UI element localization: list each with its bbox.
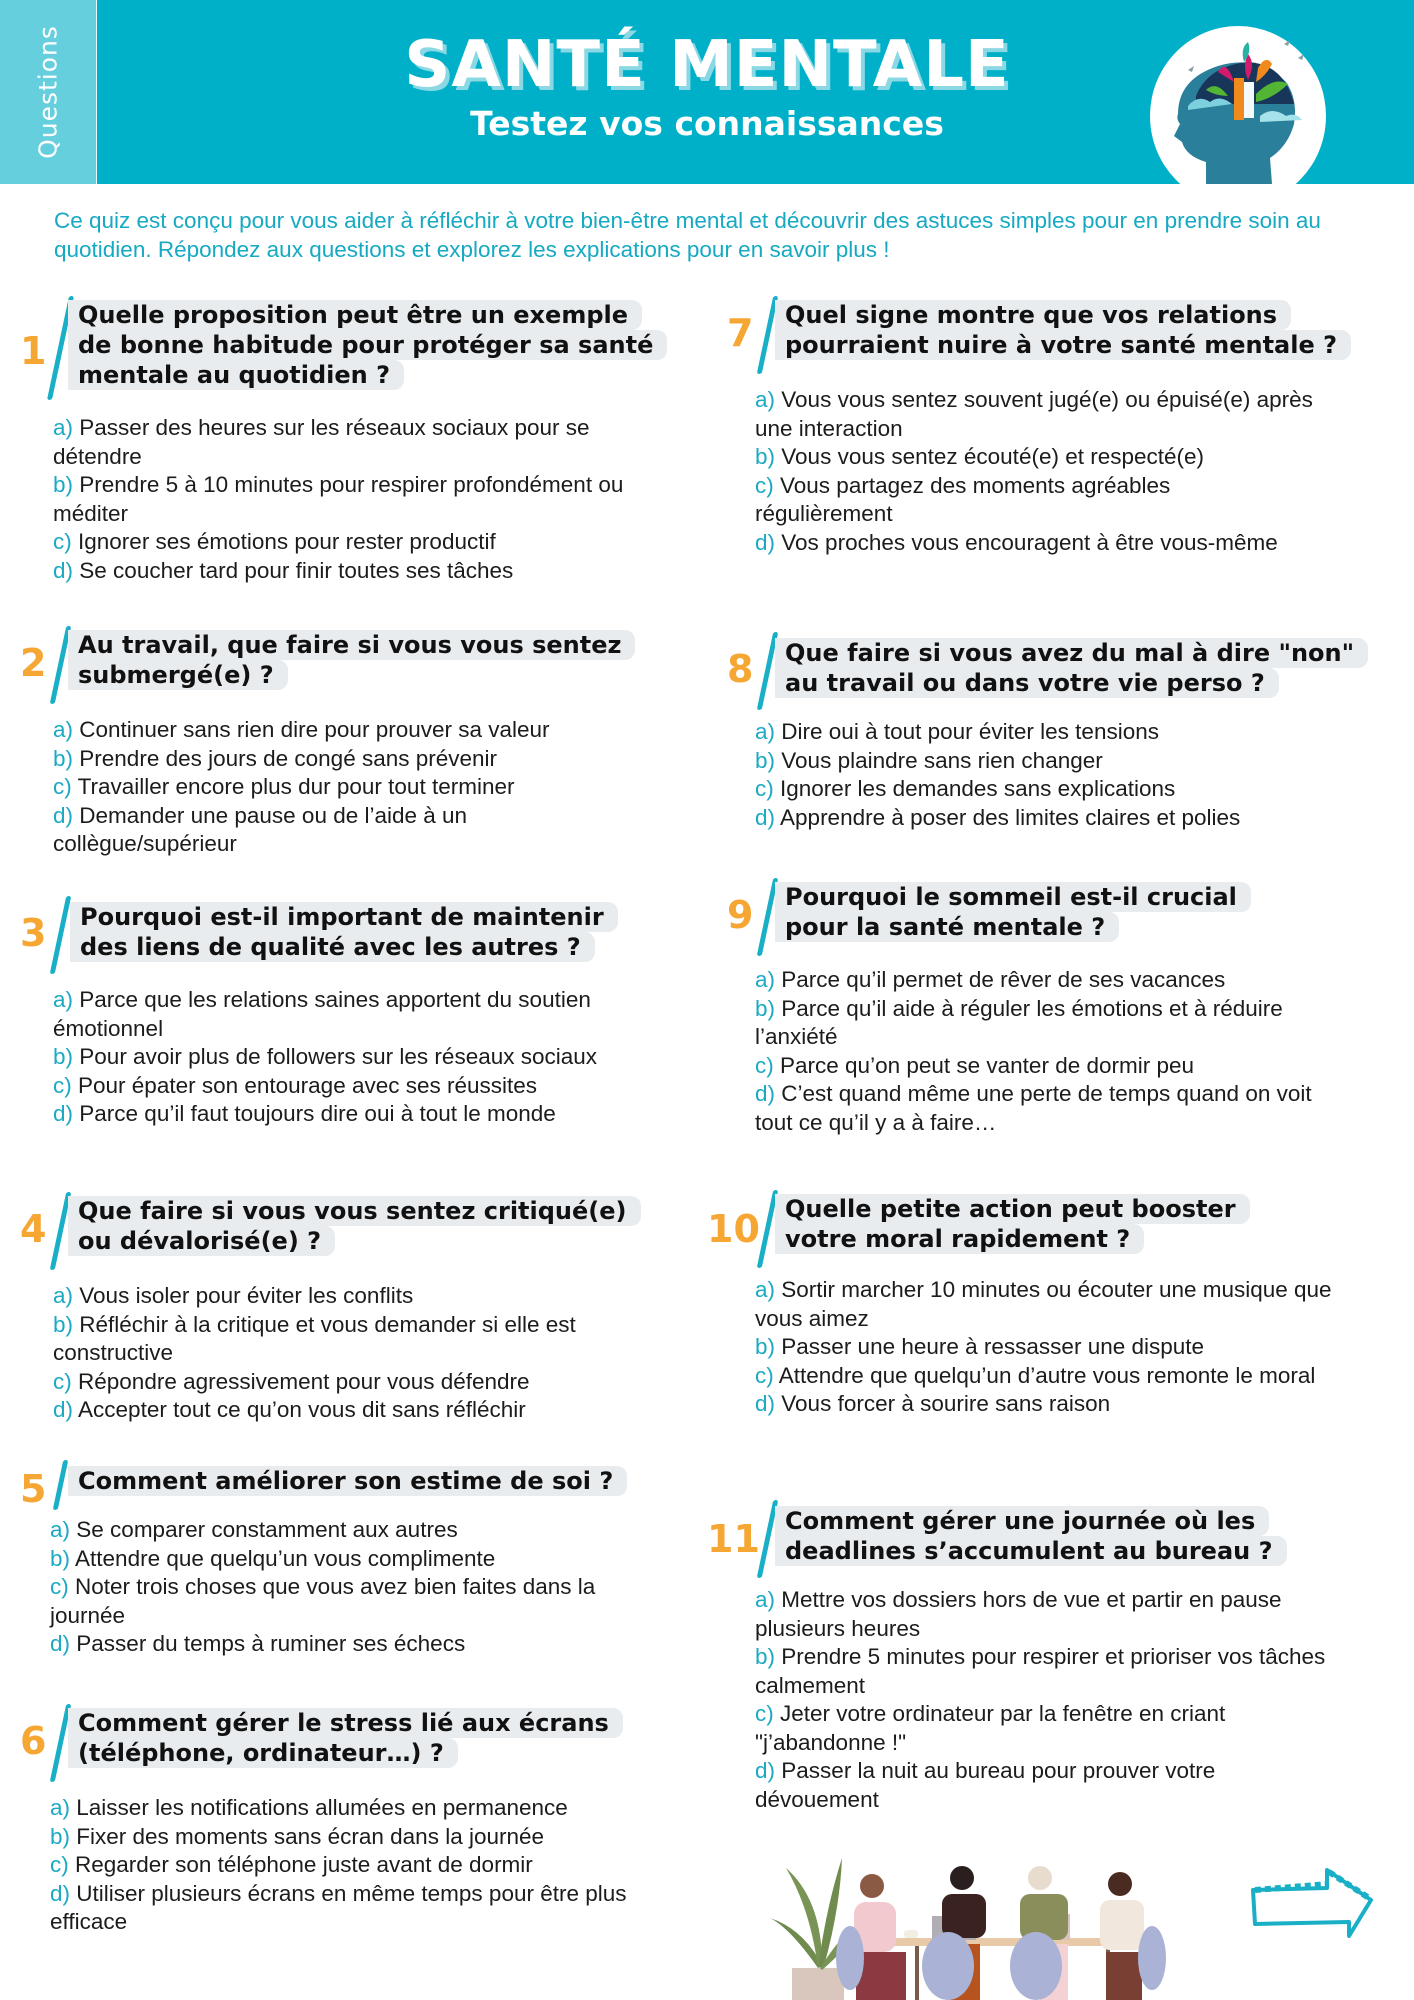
answer-list (50, 1516, 650, 1659)
answer-d[interactable]: d) C’est quand même une perte de temps quand on voit tout ce qu’il y a à faire… (755, 1081, 1312, 1135)
next-page-arrow-icon[interactable] (1245, 1858, 1385, 1938)
question-8 (727, 632, 1367, 832)
question-title: Au travail, que faire si vous vous sentez submergé(e) ? (68, 630, 635, 690)
question-10 (707, 1190, 1347, 1419)
answer-b[interactable]: b) Pour avoir plus de followers sur les réseaux sociaux (53, 1044, 598, 1069)
answer-d[interactable]: d) Vos proches vous encouragent à être vous-même (755, 529, 1278, 555)
answer-a[interactable]: a) Vous vous sentez souvent jugé(e) ou épuisé(e) après une interaction (755, 387, 1313, 441)
question-title: Que faire si vous vous sentez critiqué(e) ou dévalorisé(e) ? (68, 1196, 641, 1256)
answer-b[interactable]: b) Prendre des jours de congé sans prévenir (53, 745, 498, 771)
answer-c[interactable]: c) Travailler encore plus dur pour tout terminer (53, 774, 515, 799)
answer-c[interactable]: c) Répondre agressivement pour vous défendre (53, 1368, 530, 1394)
question-title: Quel signe montre que vos relations pourraient nuire à votre santé mentale ? (775, 300, 1351, 360)
answer-a[interactable]: a) Vous isoler pour éviter les conflits (53, 1283, 414, 1308)
answer-d[interactable]: d) Passer du temps à ruminer ses échecs (50, 1631, 466, 1656)
question-number: 8 (727, 647, 754, 691)
answer-b[interactable]: b) Passer une heure à ressasser une dispute (755, 1334, 1205, 1359)
question-2 (20, 626, 660, 859)
question-number: 2 (20, 641, 47, 685)
team-meeting-illustration (750, 1848, 1210, 2000)
intro-text: Ce quiz est conçu pour vous aider à réfléchir à votre bien-être mental et découvrir des astuces simples pour en prendre soin au quotidien. Répondez aux questions et explorez les explications pour en savoir plus ! (54, 208, 1321, 262)
answer-list (755, 1586, 1335, 1814)
question-5 (20, 1460, 660, 1659)
question-number: 1 (20, 329, 47, 373)
answer-list (53, 716, 673, 859)
question-title: Comment gérer le stress lié aux écrans (téléphone, ordinateur…) ? (68, 1708, 623, 1768)
answer-list (50, 1794, 680, 1937)
answer-d[interactable]: d) Demander une pause ou de l’aide à un collègue/supérieur (53, 802, 468, 856)
question-9 (727, 878, 1367, 1137)
question-title: Pourquoi est-il important de maintenir des liens de qualité avec les autres ? (70, 902, 618, 962)
answer-d[interactable]: d) Vous forcer à sourire sans raison (755, 1391, 1111, 1416)
question-number: 6 (20, 1719, 47, 1763)
side-tab-label: Questions (33, 25, 63, 159)
header-banner (0, 0, 1414, 184)
answer-d[interactable]: d) Se coucher tard pour finir toutes ses tâches (53, 557, 514, 583)
question-number: 3 (20, 911, 47, 955)
answer-b[interactable]: b) Attendre que quelqu’un vous complimente (50, 1545, 496, 1571)
answer-b[interactable]: b) Vous vous sentez écouté(e) et respecté(e) (755, 444, 1205, 469)
slash-divider (53, 1460, 69, 1510)
question-6 (20, 1704, 660, 1937)
answer-d[interactable]: d) Utiliser plusieurs écrans en même temps pour être plus efficace (50, 1880, 627, 1934)
answer-d[interactable]: d) Accepter tout ce qu’on vous dit sans réfléchir (53, 1397, 526, 1422)
answer-list (755, 966, 1355, 1137)
slash-divider (50, 896, 72, 974)
page-subtitle: Testez vos connaissances (470, 104, 944, 143)
question-7 (727, 296, 1367, 557)
answer-c[interactable]: c) Jeter votre ordinateur par la fenêtre en criant "j’abandonne !" (755, 1701, 1226, 1755)
answer-d[interactable]: d) Parce qu’il faut toujours dire oui à tout le monde (53, 1101, 556, 1126)
answer-a[interactable]: a) Continuer sans rien dire pour prouver sa valeur (53, 717, 550, 742)
question-number: 4 (20, 1207, 47, 1251)
answer-list (53, 1282, 653, 1425)
answer-c[interactable]: c) Parce qu’on peut se vanter de dormir peu (755, 1052, 1195, 1078)
answer-a[interactable]: a) Se comparer constamment aux autres (50, 1517, 458, 1542)
question-number: 10 (707, 1207, 760, 1251)
question-4 (20, 1192, 660, 1425)
answer-c[interactable]: c) Pour épater son entourage avec ses réussites (53, 1072, 538, 1098)
answer-c[interactable]: c) Ignorer les demandes sans explications (755, 776, 1176, 801)
question-number: 5 (20, 1467, 47, 1511)
question-title: Comment gérer une journée où les deadlines s’accumulent au bureau ? (775, 1506, 1287, 1566)
question-number: 7 (727, 311, 754, 355)
answer-b[interactable]: b) Réfléchir à la critique et vous demander si elle est constructive (53, 1311, 576, 1365)
answer-a[interactable]: a) Mettre vos dossiers hors de vue et partir en pause plusieurs heures (755, 1587, 1282, 1641)
question-title: Quelle proposition peut être un exemple de bonne habitude pour protéger sa santé mentale au quotidien ? (68, 300, 667, 390)
question-number: 11 (707, 1517, 760, 1561)
question-title: Comment améliorer son estime de soi ? (68, 1466, 627, 1496)
answer-b[interactable]: b) Prendre 5 à 10 minutes pour respirer profondément ou méditer (53, 472, 624, 526)
question-1 (20, 296, 660, 585)
answer-c[interactable]: c) Vous partagez des moments agréables régulièrement (755, 472, 1171, 526)
question-title: Quelle petite action peut booster votre moral rapidement ? (775, 1194, 1250, 1254)
answer-d[interactable]: d) Apprendre à poser des limites claires et polies (755, 804, 1241, 830)
answer-c[interactable]: c) Ignorer ses émotions pour rester productif (53, 529, 496, 554)
answer-a[interactable]: a) Laisser les notifications allumées en permanence (50, 1795, 568, 1820)
question-title: Pourquoi le sommeil est-il crucial pour la santé mentale ? (775, 882, 1251, 942)
answer-d[interactable]: d) Passer la nuit au bureau pour prouver votre dévouement (755, 1758, 1216, 1812)
answer-a[interactable]: a) Sortir marcher 10 minutes ou écouter une musique que vous aimez (755, 1277, 1332, 1331)
answer-list (53, 414, 653, 585)
question-title: Que faire si vous avez du mal à dire "non" au travail ou dans votre vie perso ? (775, 638, 1368, 698)
answer-a[interactable]: a) Parce que les relations saines apportent du soutien émotionnel (53, 987, 591, 1041)
answer-b[interactable]: b) Vous plaindre sans rien changer (755, 747, 1103, 773)
answer-a[interactable]: a) Dire oui à tout pour éviter les tensions (755, 719, 1159, 744)
answer-b[interactable]: b) Parce qu’il aide à réguler les émotions et à réduire l’anxiété (755, 995, 1283, 1049)
answer-a[interactable]: a) Parce qu’il permet de rêver de ses vacances (755, 967, 1226, 992)
page-title: SANTÉ MENTALE (404, 28, 1010, 102)
answer-list (53, 986, 663, 1129)
head-with-plants-illustration (1148, 24, 1328, 184)
question-11 (707, 1500, 1347, 1814)
answer-c[interactable]: c) Regarder son téléphone juste avant de dormir (50, 1852, 533, 1877)
answer-c[interactable]: c) Noter trois choses que vous avez bien faites dans la journée (50, 1574, 596, 1628)
answer-b[interactable]: b) Prendre 5 minutes pour respirer et prioriser vos tâches calmement (755, 1644, 1326, 1698)
answer-c[interactable]: c) Attendre que quelqu’un d’autre vous remonte le moral (755, 1362, 1316, 1388)
answer-list (755, 718, 1395, 832)
answer-list (755, 1276, 1335, 1419)
question-3 (20, 896, 660, 1129)
question-number: 9 (727, 893, 754, 937)
answer-b[interactable]: b) Fixer des moments sans écran dans la journée (50, 1823, 545, 1849)
answer-a[interactable]: a) Passer des heures sur les réseaux sociaux pour se détendre (53, 415, 590, 469)
answer-list (755, 386, 1325, 557)
